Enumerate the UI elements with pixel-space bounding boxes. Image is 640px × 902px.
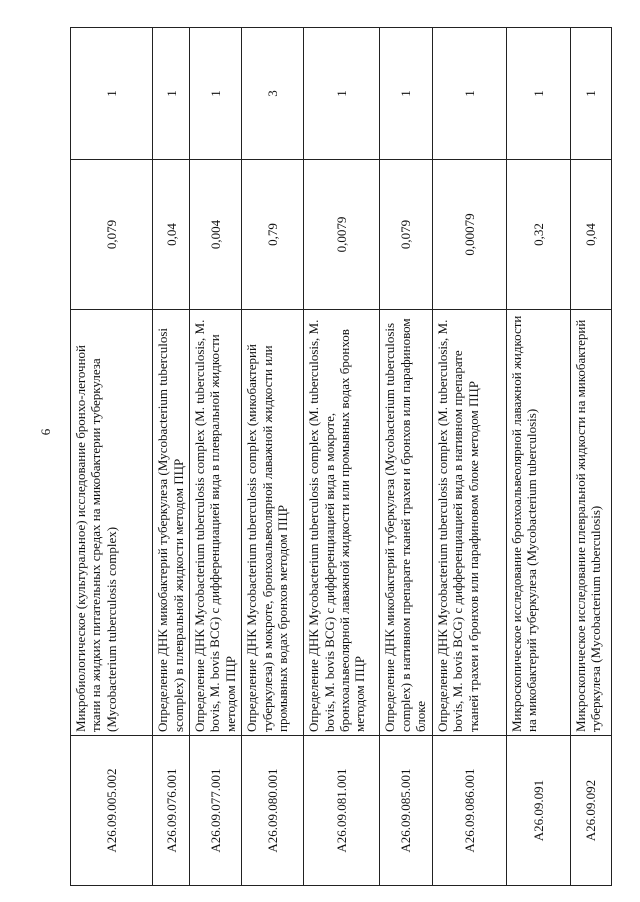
table-row	[242, 28, 304, 886]
service-code: A26.09.086.001	[432, 736, 506, 886]
frequency-value: 0,079	[71, 160, 153, 310]
frequency-value: 0,32	[506, 160, 570, 310]
services-table	[70, 27, 612, 886]
table-row	[380, 28, 432, 886]
frequency-value: 0,00079	[432, 160, 506, 310]
frequency-value: 0,004	[190, 160, 242, 310]
service-name: Определение ДНК Mycobacterium tuberculosis complex (M. tuberculosis, M. bovis, M. bovis BCG) с дифференциацией вида в мокроте, бронхоальвеолярной лаважной жидкости или промывных водах бронхов методом ПЦР	[304, 310, 380, 736]
service-name: Микроскопическое исследование бронхоальвеолярной лаважной жидкости на микобактерий туберкулеза (Mycobacterium tuberculosis)	[506, 310, 570, 736]
document-page	[70, 28, 612, 886]
frequency-value: 0,0079	[304, 160, 380, 310]
service-code: A26.09.085.001	[380, 736, 432, 886]
table-row	[71, 28, 153, 886]
service-name: Определение ДНК Mycobacterium tuberculosis complex (M. tuberculosis, M. bovis, M. bovis BCG) с дифференциацией вида в плевральной жидкости методом ПЦР	[190, 310, 242, 736]
table-row	[506, 28, 570, 886]
frequency-value: 0,04	[153, 160, 190, 310]
service-name: Определение ДНК микобактерий туберкулеза (Mycobacterium tuberculosis complex) в нативном препарате тканей трахеи и бронхов или парафиновом блоке	[380, 310, 432, 736]
page-number: 6	[38, 428, 53, 436]
multiplicity-value: 3	[242, 28, 304, 160]
service-code: A26.09.005.002	[71, 736, 153, 886]
table-row	[432, 28, 506, 886]
service-code: A26.09.080.001	[242, 736, 304, 886]
table-row	[190, 28, 242, 886]
frequency-value: 0,79	[242, 160, 304, 310]
multiplicity-value: 1	[304, 28, 380, 160]
table-row	[153, 28, 190, 886]
frequency-value: 0,079	[380, 160, 432, 310]
service-name: Определение ДНК микобактерий туберкулеза (Mycobacterium tuberculosi scomplex) в плевральной жидкости методом ПЦР	[153, 310, 190, 736]
service-code: A26.09.092	[570, 736, 611, 886]
multiplicity-value: 1	[380, 28, 432, 160]
table-row	[304, 28, 380, 886]
multiplicity-value: 1	[71, 28, 153, 160]
service-code: A26.09.091	[506, 736, 570, 886]
multiplicity-value: 1	[506, 28, 570, 160]
multiplicity-value: 1	[570, 28, 611, 160]
service-code: A26.09.077.001	[190, 736, 242, 886]
frequency-value: 0,04	[570, 160, 611, 310]
service-name: Микроскопическое исследование плевральной жидкости на микобактерий туберкулеза (Mycobacterium tuberculosis)	[570, 310, 611, 736]
service-name: Определение ДНК Mycobacterium tuberculosis complex (M. tuberculosis, M. bovis, M. bovis BCG) с дифференциацией вида в нативном препарате тканей трахеи и бронхов или парафиновом блоке методом ПЦР	[432, 310, 506, 736]
rotated-table-container	[70, 28, 612, 886]
service-code: A26.09.081.001	[304, 736, 380, 886]
service-name: Определение ДНК Mycobacterium tuberculosis complex (микобактерий туберкулеза) в мокроте, бронхоальвеолярной лаважной жидкости или промывных водах бронхов методом ПЦР	[242, 310, 304, 736]
service-name: Микробиологическое (культуральное) исследование бронхо-легочной ткани на жидких питательных средах на микобактерии туберкулеза (Mycobacterium tuberculosis complex)	[71, 310, 153, 736]
multiplicity-value: 1	[153, 28, 190, 160]
multiplicity-value: 1	[432, 28, 506, 160]
multiplicity-value: 1	[190, 28, 242, 160]
service-code: A26.09.076.001	[153, 736, 190, 886]
table-row	[570, 28, 611, 886]
